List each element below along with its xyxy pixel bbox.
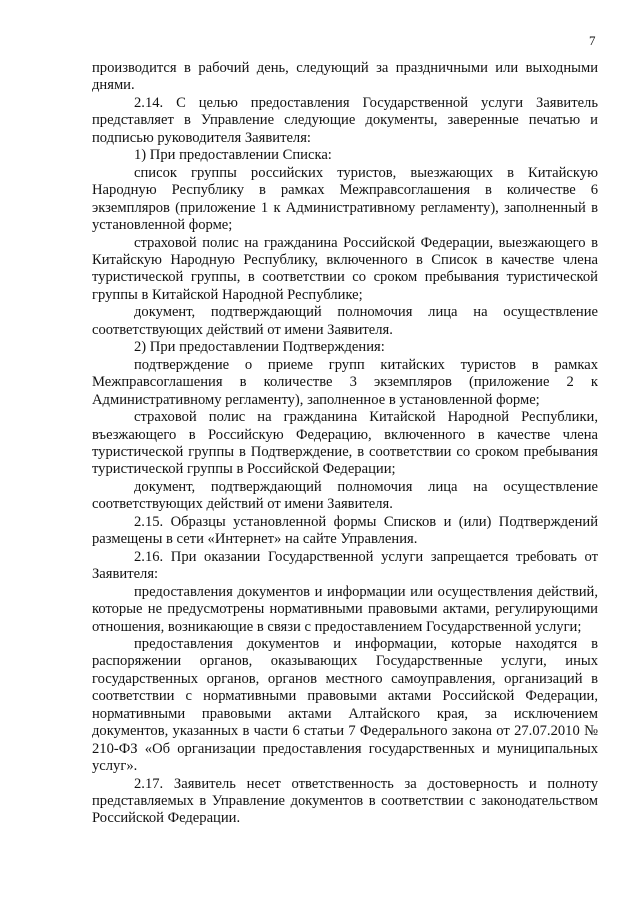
body-text (92, 60, 598, 828)
paragraph: 1) При предоставлении Списка: (134, 147, 332, 164)
paragraph: 2.15. Образцы установленной формы Списков и (или) Подтверждений размещены в сети «Интернет» на сайте Управления. (92, 513, 598, 548)
paragraph: 2.14. С целью предоставления Государственной услуги Заявитель представляет в Управление следующие документы, заверенные печатью и подписью руководителя Заявителя: (92, 94, 598, 146)
paragraph: 2.16. При оказании Государственной услуги запрещается требовать от Заявителя: (92, 548, 598, 583)
paragraph: документ, подтверждающий полномочия лица на осуществление соответствующих действий от имени Заявителя. (92, 304, 598, 338)
paragraph: страховой полис на гражданина Российской Федерации, выезжающего в Китайскую Народную Республику, включенного в Список в качестве члена туристической группы, в соответствии со сроком пребывания туристической группы в Китайской Народной Республике; (92, 234, 598, 303)
page-number: 7 (589, 33, 596, 48)
paragraph: предоставления документов и информации или осуществления действий, которые не предусмотрены нормативными правовыми актами, регулирующими отношения, возникающие в связи с предоставлением Государственной услуги; (92, 583, 598, 635)
paragraph: страховой полис на гражданина Китайской Народной Республики, въезжающего в Российскую Федерацию, включенного в качестве члена туристической группы в Подтверждение, в соответствии со сроком пребывания туристической группы в Российской Федерации; (92, 409, 598, 478)
paragraph: документ, подтверждающий полномочия лица на осуществление соответствующих действий от имени Заявителя. (92, 478, 598, 513)
paragraph: предоставления документов и информации, которые находятся в распоряжении органов, оказывающих Государственные услуги, иных государственных органов, органов местного самоуправления, организаций в соответствии с нормативными правовыми актами Российской Федерации, нормативными правовыми актами Алтайского края, за исключением документов, указанных в части 6 статьи 7 Федерального закона от 27.07.2010 № 210-ФЗ «Об организации предоставления государственных и муниципальных услуг». (92, 635, 598, 775)
paragraph: 2.17. Заявитель несет ответственность за достоверность и полноту представляемых в Управление документов в соответствии с законодательством Российской Федерации. (92, 775, 598, 827)
paragraph: подтверждение о приеме групп китайских туристов в рамках Межправсоглашения в количестве 3 экземпляров (приложение 2 к Административному регламенту), заполненное в установленной форме; (92, 356, 598, 408)
paragraph: 2) При предоставлении Подтверждения: (134, 339, 385, 356)
paragraph: список группы российских туристов, выезжающих в Китайскую Народную Республику в рамках Межправсоглашения в количестве 6 экземпляров (приложение 1 к Административному регламенту), заполненный в установленной форме; (92, 164, 598, 234)
paragraph: производится в рабочий день, следующий за праздничными или выходными днями. (92, 60, 598, 94)
